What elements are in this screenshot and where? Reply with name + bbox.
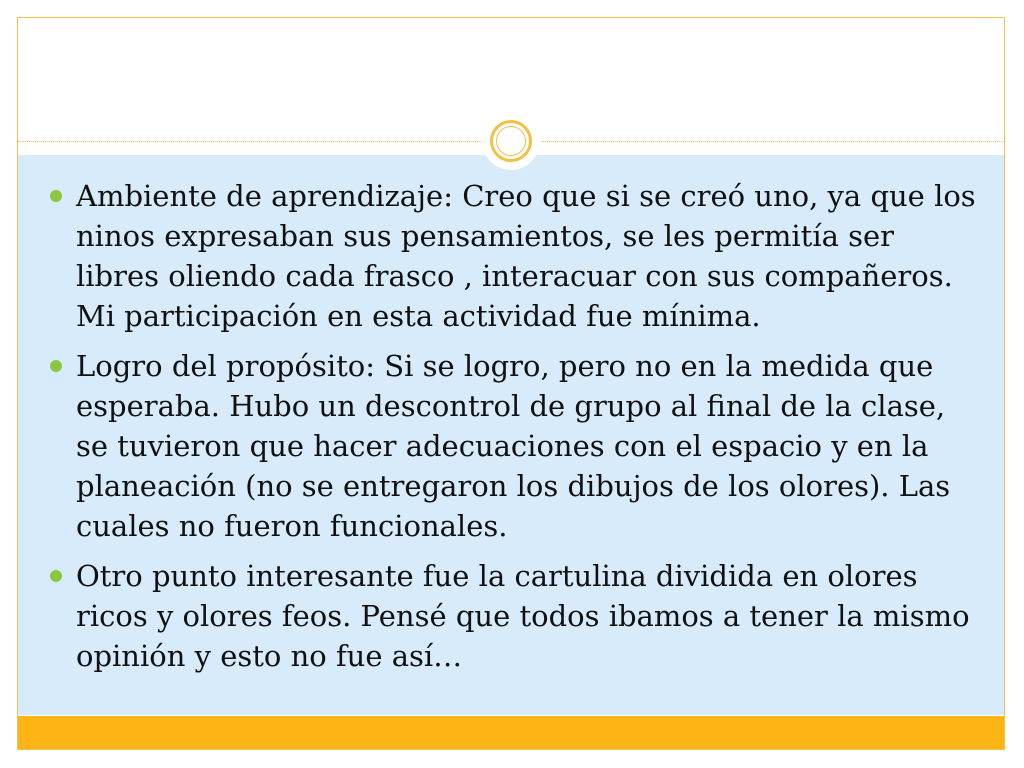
bullet-dot-icon (50, 360, 62, 372)
ornament-inner-ring (496, 126, 526, 156)
bullet-text-ambiente: Ambiente de aprendizaje: Creo que si se creó uno, ya que los ninos expresaban sus pensamientos, se les permitía ser libres oliendo cada frasco , interacuar con sus compañeros. Mi participación en esta actividad fue mínima. (76, 179, 976, 333)
bullet-item-ambiente (48, 176, 984, 336)
circle-ornament-icon (482, 112, 540, 170)
bullet-item-logro (48, 346, 984, 546)
bottom-accent-band (18, 716, 1004, 749)
bullet-dot-icon (50, 570, 62, 582)
bullet-text-otro-punto: Otro punto interesante fue la cartulina dividida en olores ricos y olores feos. Pensé que todos ibamos a tener la mismo opinión y esto no fue así… (76, 559, 970, 673)
bullet-text-logro: Logro del propósito: Si se logro, pero no en la medida que esperaba. Hubo un descontrol de grupo al final de la clase, se tuvieron que hacer adecuaciones con el espacio y en la planeación (no se entregaron los dibujos de los olores). Las cuales no fueron funcionales. (76, 349, 951, 543)
bullet-item-otro-punto (48, 556, 984, 676)
bullet-dot-icon (50, 190, 62, 202)
ornament-outer-ring (490, 120, 532, 162)
bullet-list (48, 176, 984, 686)
